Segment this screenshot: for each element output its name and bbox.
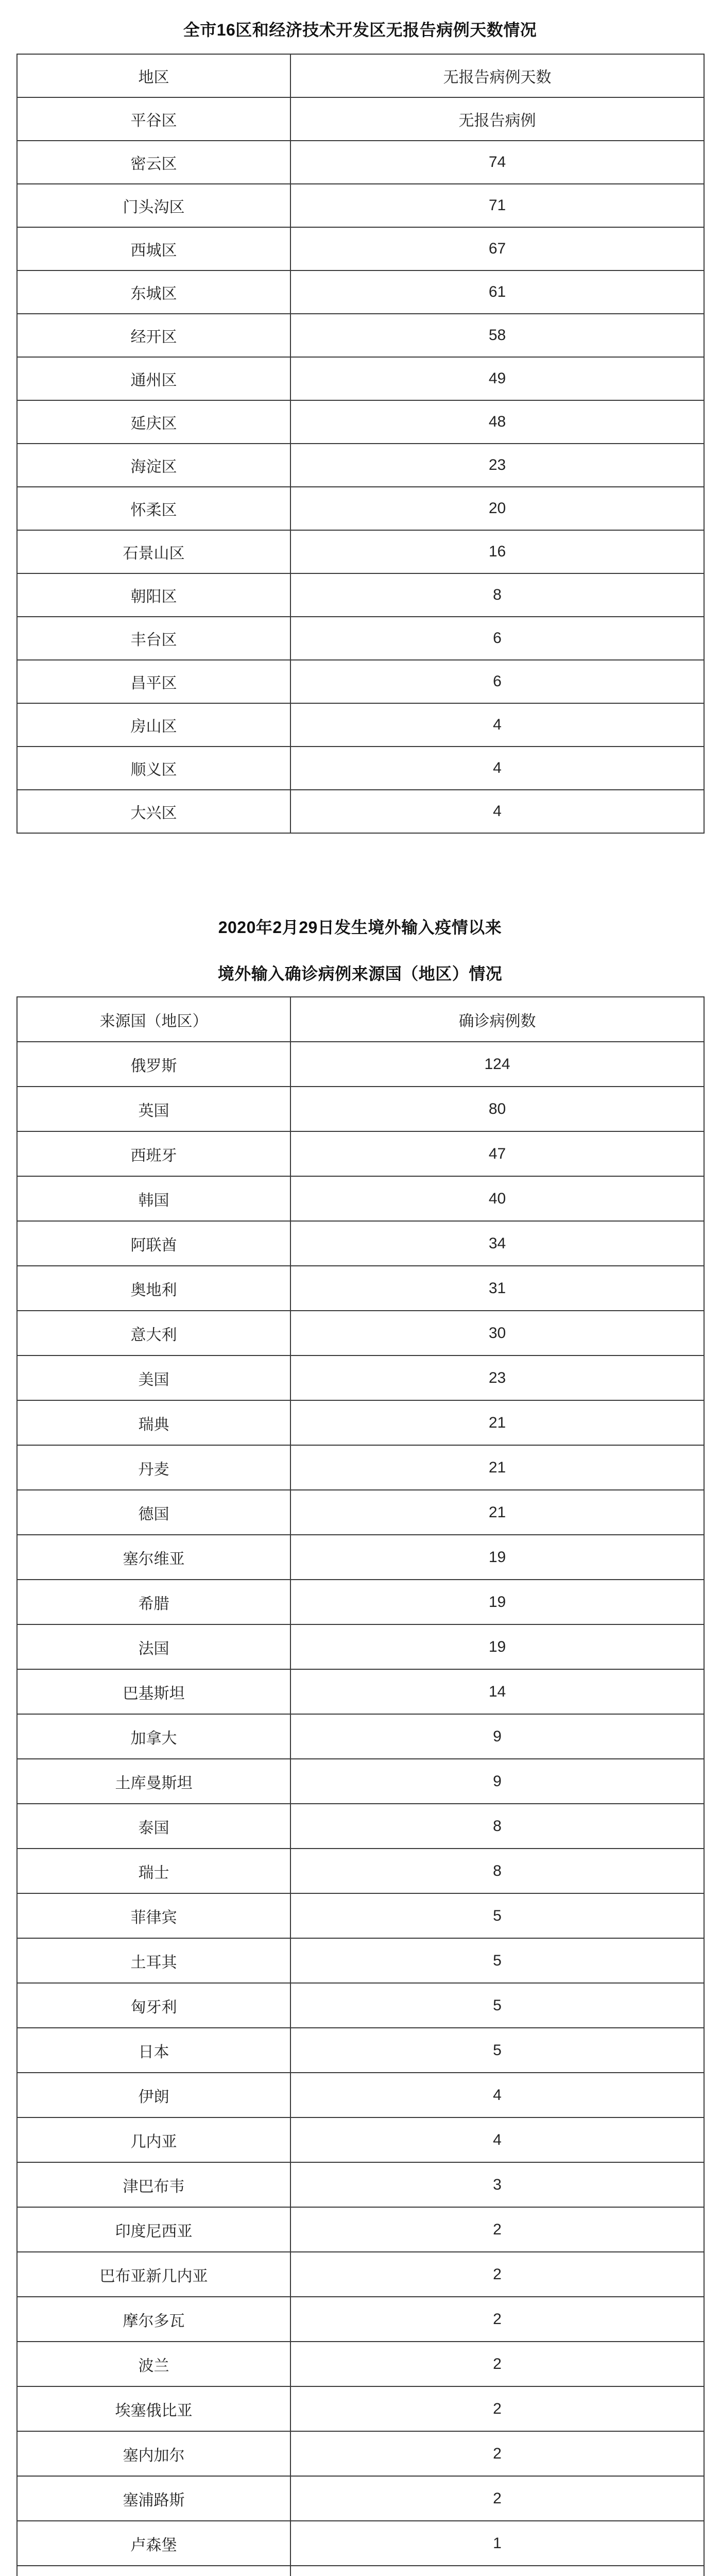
table-row (17, 1400, 704, 1445)
source-country-cell: 埃塞俄比亚 (17, 2386, 290, 2431)
table-row (17, 2521, 704, 2566)
table-row (17, 314, 704, 357)
header-days: 无报告病例天数 (290, 54, 704, 97)
table-row (17, 1221, 704, 1266)
no-case-days-cell: 67 (290, 227, 704, 270)
source-country-cell: 几内亚 (17, 2117, 290, 2162)
table-row (17, 790, 704, 833)
header-source-country: 来源国（地区） (17, 997, 290, 1042)
no-case-days-cell: 4 (290, 747, 704, 790)
table-row (17, 660, 704, 703)
table-row (17, 1087, 704, 1131)
imported-cases-table (16, 996, 705, 2576)
case-count-cell: 2 (290, 2252, 704, 2297)
case-count-cell: 9 (290, 1714, 704, 1759)
table-row (17, 97, 704, 141)
district-name-cell: 海淀区 (17, 444, 290, 487)
no-case-days-cell: 48 (290, 400, 704, 444)
source-country-cell: 瑞典 (17, 1400, 290, 1445)
district-name-cell: 延庆区 (17, 400, 290, 444)
case-count-cell: 5 (290, 1893, 704, 1938)
table-row (17, 1445, 704, 1490)
source-country-cell: 塞浦路斯 (17, 2476, 290, 2521)
source-country-cell: 摩尔多瓦 (17, 2297, 290, 2342)
no-case-days-cell: 20 (290, 487, 704, 530)
table-row (17, 530, 704, 573)
source-country-cell: 波兰 (17, 2342, 290, 2386)
table-row (17, 2431, 704, 2476)
case-count-cell: 34 (290, 1221, 704, 1266)
source-country-cell: 韩国 (17, 1176, 290, 1221)
case-count-cell: 2 (290, 2297, 704, 2342)
case-count-cell: 3 (290, 2162, 704, 2207)
no-case-days-cell: 6 (290, 617, 704, 660)
table-row (17, 2207, 704, 2252)
table-row (17, 1804, 704, 1849)
case-count-cell: 31 (290, 1266, 704, 1311)
table-row (17, 487, 704, 530)
table-row (17, 1535, 704, 1580)
table-row (17, 1176, 704, 1221)
table-row (17, 444, 704, 487)
case-count-cell: 21 (290, 1400, 704, 1445)
district-name-cell: 通州区 (17, 357, 290, 400)
no-case-days-cell: 74 (290, 141, 704, 184)
table-row (17, 1131, 704, 1176)
table-row (17, 2162, 704, 2207)
case-count-cell: 2 (290, 2386, 704, 2431)
case-count-cell: 5 (290, 1938, 704, 1983)
table-row (17, 2117, 704, 2162)
table-row (17, 573, 704, 617)
table-header-row (17, 54, 704, 97)
source-country-cell: 日本 (17, 2028, 290, 2073)
table-row (17, 357, 704, 400)
table-row (17, 1042, 704, 1087)
case-count-cell: 5 (290, 1983, 704, 2028)
case-count-cell: 2 (290, 2342, 704, 2386)
case-count-cell: 40 (290, 1176, 704, 1221)
source-country-cell: 津巴布韦 (17, 2162, 290, 2207)
table-row (17, 1714, 704, 1759)
no-case-days-cell: 61 (290, 270, 704, 314)
no-case-days-cell: 8 (290, 573, 704, 617)
source-country-cell: 伊朗 (17, 2073, 290, 2117)
table-row (17, 1893, 704, 1938)
no-case-days-cell: 4 (290, 790, 704, 833)
no-case-days-cell: 16 (290, 530, 704, 573)
header-district: 地区 (17, 54, 290, 97)
source-country-cell: 俄罗斯 (17, 1042, 290, 1087)
table-row (17, 400, 704, 444)
table2-title-line1: 2020年2月29日发生境外输入疫情以来 (218, 918, 502, 937)
case-count-cell: 1 (290, 2521, 704, 2566)
source-country-cell: 塞内加尔 (17, 2431, 290, 2476)
district-name-cell: 怀柔区 (17, 487, 290, 530)
case-count-cell: 30 (290, 1311, 704, 1355)
source-country-cell: 奥地利 (17, 1266, 290, 1311)
case-count-cell: 14 (290, 1669, 704, 1714)
no-case-days-cell: 6 (290, 660, 704, 703)
case-count-cell: 5 (290, 2028, 704, 2073)
district-name-cell: 东城区 (17, 270, 290, 314)
header-case-count: 确诊病例数 (290, 997, 704, 1042)
case-count-cell: 19 (290, 1580, 704, 1624)
table-row (17, 2566, 704, 2576)
case-count-cell: 19 (290, 1535, 704, 1580)
table-row (17, 2297, 704, 2342)
case-count-cell: 124 (290, 1042, 704, 1087)
table-row (17, 227, 704, 270)
case-count-cell: 2 (290, 2207, 704, 2252)
table-row (17, 703, 704, 747)
source-country-cell: 瑞士 (17, 1849, 290, 1893)
case-count-cell: 8 (290, 1849, 704, 1893)
district-days-table (16, 54, 705, 834)
table-row (17, 184, 704, 227)
district-name-cell: 顺义区 (17, 747, 290, 790)
case-count-cell: 4 (290, 2117, 704, 2162)
district-name-cell: 西城区 (17, 227, 290, 270)
source-country-cell: 匈牙利 (17, 1983, 290, 2028)
source-country-cell: 加拿大 (17, 1714, 290, 1759)
case-count-cell: 47 (290, 1131, 704, 1176)
table-row (17, 1759, 704, 1804)
source-country-cell: 德国 (17, 1490, 290, 1535)
case-count-cell: 4 (290, 2073, 704, 2117)
table-row (17, 270, 704, 314)
district-name-cell: 平谷区 (17, 97, 290, 141)
table-row (17, 2342, 704, 2386)
table-header-row (17, 997, 704, 1042)
table-row (17, 2073, 704, 2117)
no-case-days-cell: 无报告病例 (290, 97, 704, 141)
table-row (17, 2252, 704, 2297)
no-case-days-cell: 58 (290, 314, 704, 357)
table-row (17, 2386, 704, 2431)
case-count-cell: 80 (290, 1087, 704, 1131)
source-country-cell: 塞尔维亚 (17, 1535, 290, 1580)
table-row (17, 2476, 704, 2521)
table-row (17, 2028, 704, 2073)
case-count-cell: 19 (290, 1624, 704, 1669)
source-country-cell: 英国 (17, 1087, 290, 1131)
case-count-cell (290, 2566, 704, 2576)
source-country-cell: 西班牙 (17, 1131, 290, 1176)
case-count-cell: 2 (290, 2476, 704, 2521)
table-row (17, 1580, 704, 1624)
district-name-cell: 大兴区 (17, 790, 290, 833)
no-case-days-cell: 49 (290, 357, 704, 400)
district-name-cell: 经开区 (17, 314, 290, 357)
source-country-cell: 土库曼斯坦 (17, 1759, 290, 1804)
district-name-cell: 昌平区 (17, 660, 290, 703)
source-country-cell: 法国 (17, 1624, 290, 1669)
source-country-cell: 希腊 (17, 1580, 290, 1624)
source-country-cell: 阿联酋 (17, 1221, 290, 1266)
table-row (17, 141, 704, 184)
table-row (17, 1311, 704, 1355)
source-country-cell: 印度尼西亚 (17, 2207, 290, 2252)
source-country-cell: 意大利 (17, 1311, 290, 1355)
source-country-cell: 丹麦 (17, 1445, 290, 1490)
no-case-days-cell: 23 (290, 444, 704, 487)
source-country-cell: 巴基斯坦 (17, 1669, 290, 1714)
table-row (17, 1355, 704, 1400)
table-row (17, 1849, 704, 1893)
case-count-cell: 21 (290, 1490, 704, 1535)
case-count-cell: 23 (290, 1355, 704, 1400)
table2-title-line2: 境外输入确诊病例来源国（地区）情况 (217, 964, 503, 983)
table-row (17, 1624, 704, 1669)
no-case-days-cell: 71 (290, 184, 704, 227)
case-count-cell: 2 (290, 2431, 704, 2476)
table-row (17, 1938, 704, 1983)
source-country-cell: 土耳其 (17, 1938, 290, 1983)
table-row (17, 617, 704, 660)
case-count-cell: 21 (290, 1445, 704, 1490)
source-country-cell: 巴布亚新几内亚 (17, 2252, 290, 2297)
table-row (17, 1490, 704, 1535)
case-count-cell: 9 (290, 1759, 704, 1804)
district-name-cell: 朝阳区 (17, 573, 290, 617)
district-name-cell: 丰台区 (17, 617, 290, 660)
table-row (17, 1983, 704, 2028)
case-count-cell: 8 (290, 1804, 704, 1849)
source-country-cell: 卢森堡 (17, 2521, 290, 2566)
table-row (17, 1669, 704, 1714)
source-country-cell: 美国 (17, 1355, 290, 1400)
table-row (17, 1266, 704, 1311)
district-name-cell: 密云区 (17, 141, 290, 184)
source-country-cell: 菲律宾 (17, 1893, 290, 1938)
district-name-cell: 门头沟区 (17, 184, 290, 227)
source-country-cell: 泰国 (17, 1804, 290, 1849)
table-row (17, 747, 704, 790)
district-name-cell: 石景山区 (17, 530, 290, 573)
source-country-cell (17, 2566, 290, 2576)
district-name-cell: 房山区 (17, 703, 290, 747)
no-case-days-cell: 4 (290, 703, 704, 747)
table1-title: 全市16区和经济技术开发区无报告病例天数情况 (183, 21, 537, 39)
